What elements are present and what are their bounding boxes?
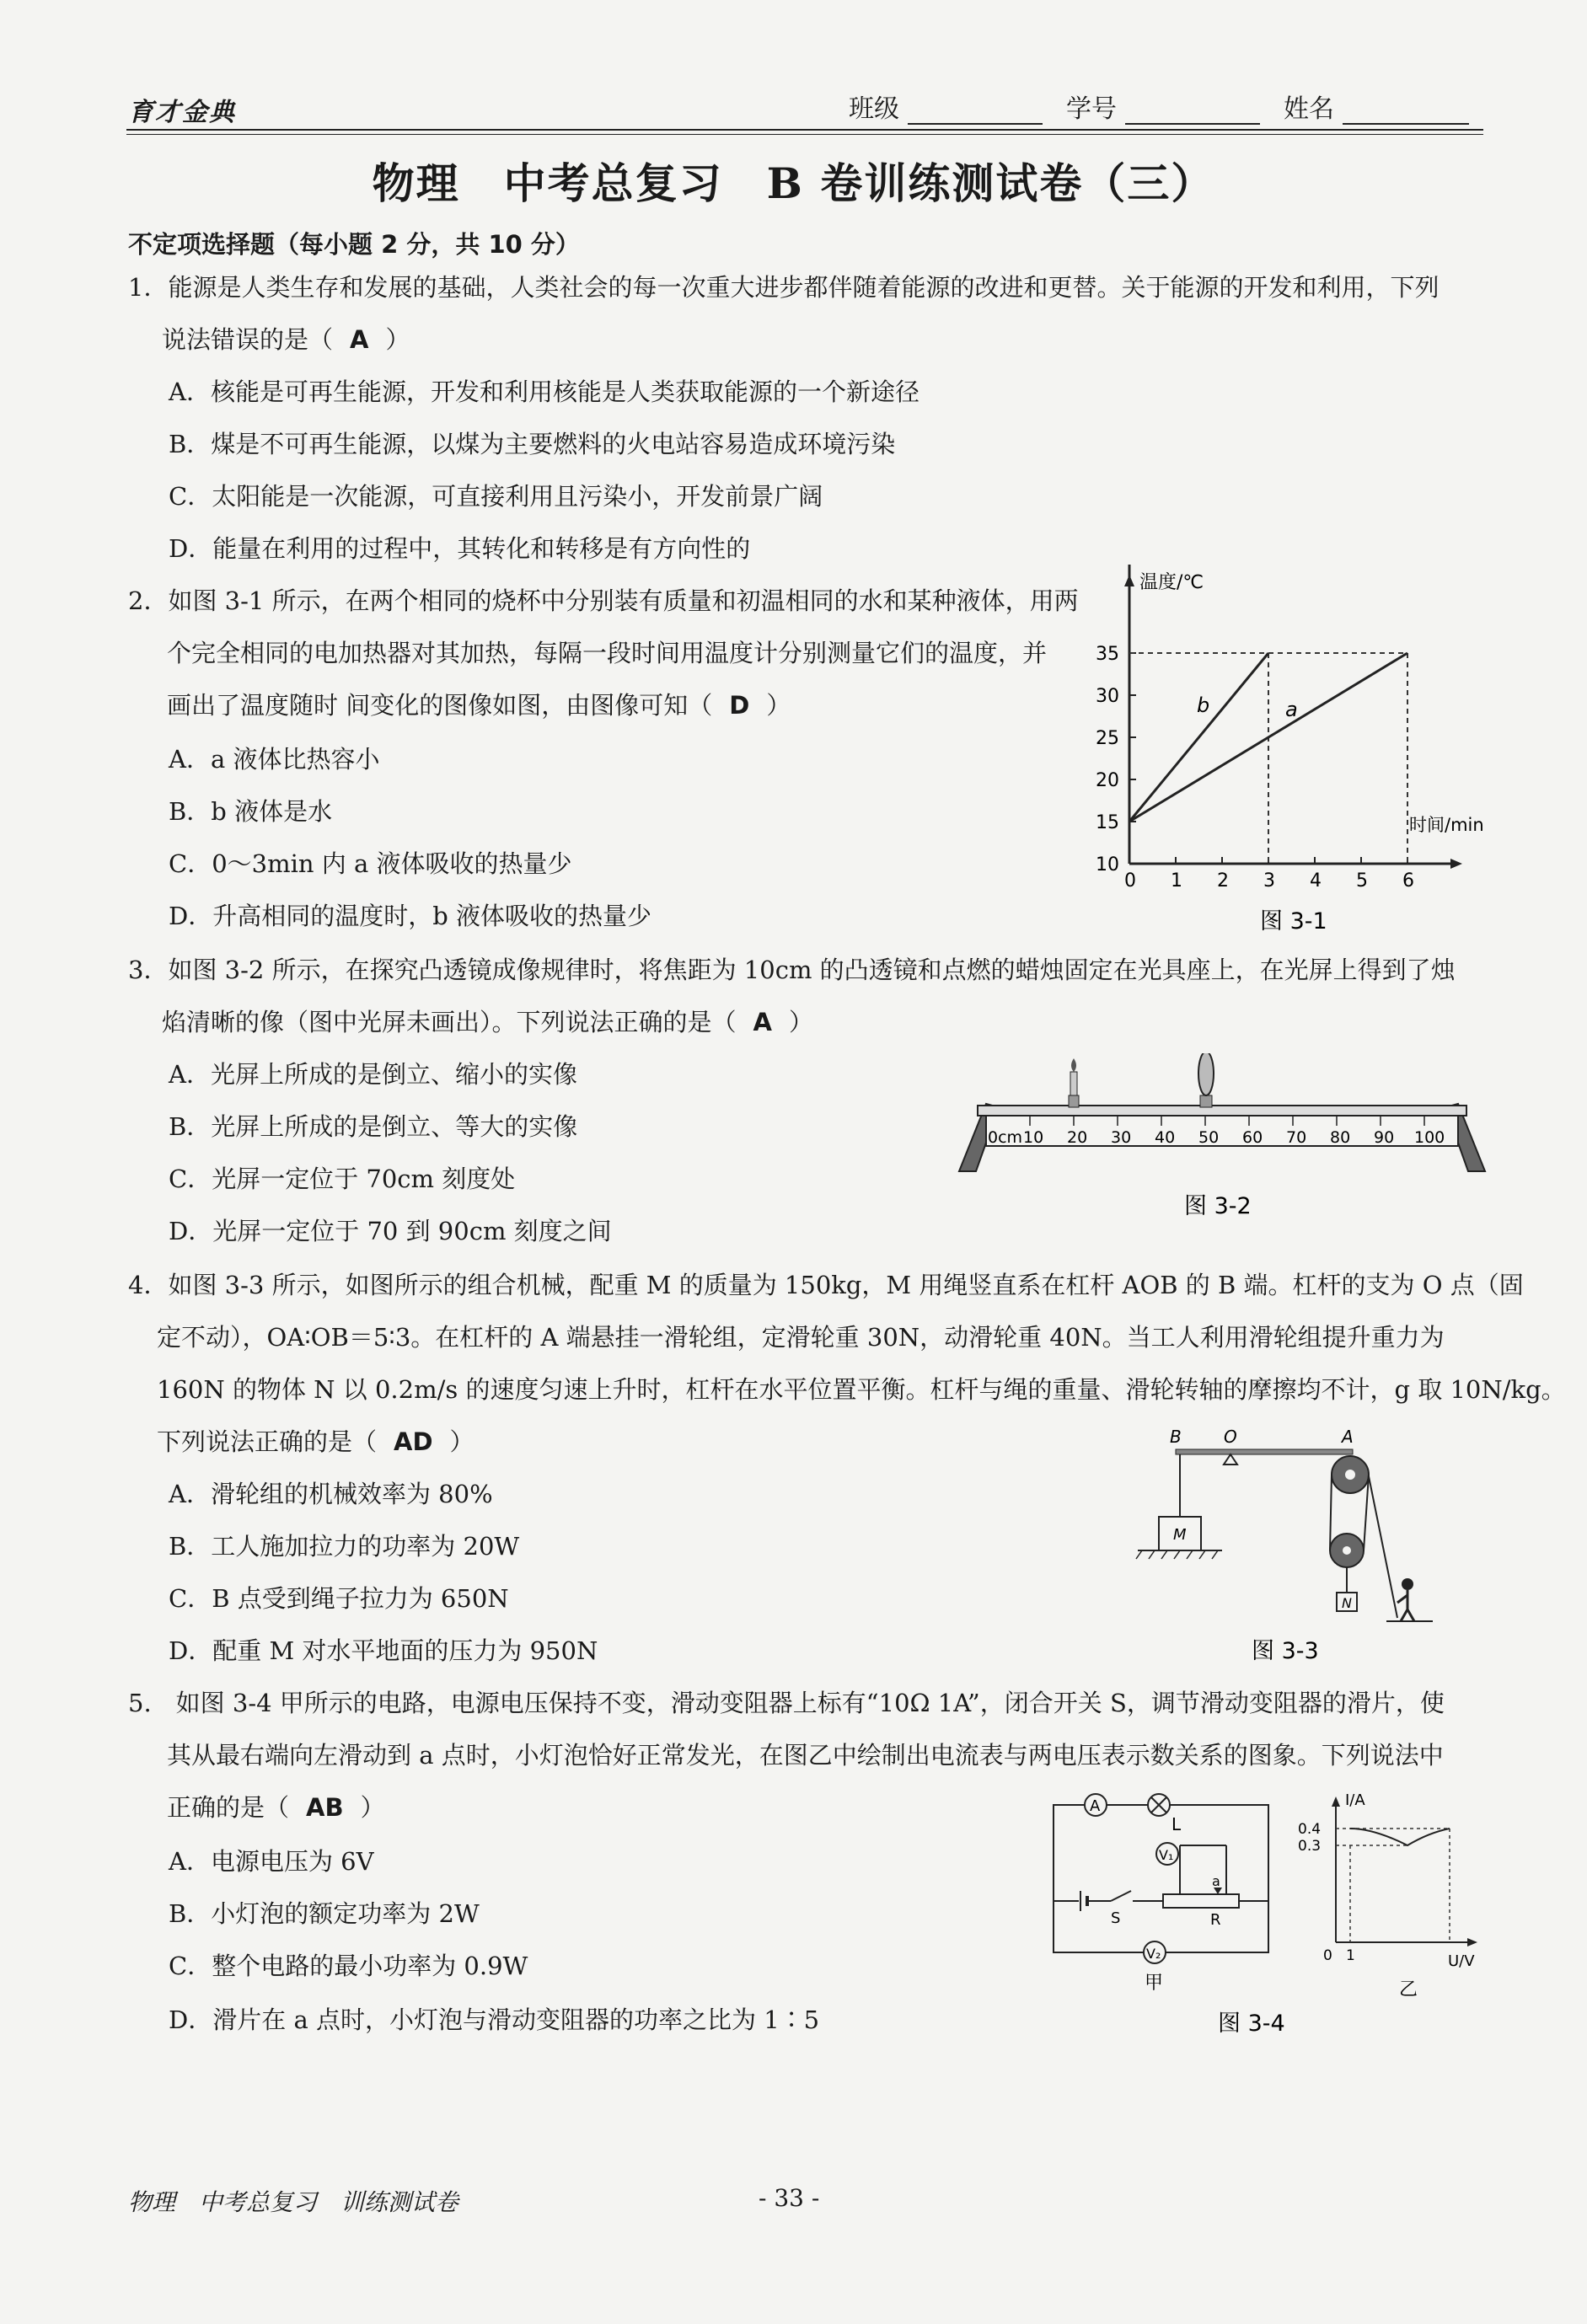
q5-answer: AB: [306, 1793, 344, 1822]
q2-line-2: 个完全相同的电加热器对其加热，每隔一段时间用温度计分别测量它们的温度，并: [167, 639, 1048, 667]
q1-line-2: 说法错误的是（ A ）: [162, 325, 410, 354]
q2-answer: D: [729, 691, 750, 720]
scale-0: 0cm: [988, 1128, 1023, 1147]
q3-option-c: C．光屏一定位于 70cm 刻度处: [169, 1165, 516, 1193]
lever-bar: [1176, 1449, 1353, 1454]
rheostat-R: [1163, 1894, 1239, 1908]
class-blank[interactable]: [908, 98, 1043, 125]
figure-3-3-lever-pulley: [1129, 1424, 1466, 1668]
svg-text:V₁: V₁: [1159, 1847, 1174, 1863]
figure-3-4-circuit-and-graph: [1045, 1786, 1500, 2064]
name-blank[interactable]: [1343, 98, 1469, 125]
graph-ylabel: I/A: [1345, 1791, 1365, 1809]
q5-option-d: D．滑片在 a 点时，小灯泡与滑动变阻器的功率之比为 1∶5: [169, 2005, 820, 2034]
scale-60: 60: [1242, 1128, 1263, 1147]
q5-option-c: C．整个电路的最小功率为 0.9W: [169, 1952, 528, 1980]
q4-option-a: A．滑轮组的机械效率为 80%: [169, 1480, 493, 1508]
scale-50: 50: [1198, 1128, 1220, 1147]
x-tick-2: 2: [1217, 870, 1229, 892]
footer-label: 物理 中考总复习 训练测试卷: [128, 2188, 459, 2216]
q5-line-3: 正确的是（ AB ）: [167, 1793, 385, 1822]
section-title: 不定项选择题（每小题 2 分，共 10 分）: [128, 230, 580, 259]
scale-100: 100: [1414, 1128, 1445, 1147]
q1-option-b: B．煤是不可再生能源，以煤为主要燃料的火电站容易造成环境污染: [169, 430, 896, 458]
q4-option-b: B．工人施加拉力的功率为 20W: [169, 1532, 520, 1561]
scale-70: 70: [1286, 1128, 1307, 1147]
q5-line-1: 5. 如图 3-4 甲所示的电路，电源电压保持不变，滑动变阻器上标有“10Ω 1A”，闭合开关 S，调节滑动变阻器的滑片，使: [128, 1689, 1445, 1717]
svg-text:R: R: [1210, 1911, 1221, 1929]
header-rule: [126, 129, 1483, 131]
header-rule-thin: [126, 134, 1483, 135]
x-tick-1: 1: [1171, 870, 1182, 892]
figure-3-1-graph: [1096, 565, 1492, 935]
svg-text:S: S: [1111, 1909, 1121, 1927]
q4-option-c: C．B 点受到绳子拉力为 650N: [169, 1584, 509, 1613]
scale-90: 90: [1374, 1128, 1395, 1147]
q2-line-3: 画出了温度随时 间变化的图像如图，由图像可知（ D ）: [167, 691, 791, 720]
id-blank[interactable]: [1125, 98, 1260, 125]
y-tick-20: 20: [1096, 770, 1119, 791]
y-tick-25: 25: [1096, 728, 1119, 749]
q1-option-a: A．核能是可再生能源，开发和利用核能是人类获取能源的一个新途径: [169, 378, 919, 406]
q1-option-c: C．太阳能是一次能源，可直接利用且污染小，开发前景广阔: [169, 482, 823, 511]
class-label: 班级: [849, 94, 899, 124]
point-B: B: [1170, 1427, 1182, 1447]
svg-text:a: a: [1212, 1873, 1220, 1889]
line-b: [1129, 653, 1268, 822]
x-tick-3: 3: [1263, 870, 1275, 892]
x-axis-label: 时间/min: [1409, 815, 1484, 835]
label-a: a: [1285, 698, 1298, 721]
label-b: b: [1197, 693, 1210, 717]
lens-holder: [1200, 1095, 1212, 1107]
x-tick-5: 5: [1356, 870, 1368, 892]
brand-label: 育才金典: [128, 98, 236, 127]
graph-x-1: 1: [1346, 1947, 1355, 1964]
page-title: 物理 中考总复习 B 卷训练测试卷（三）: [372, 158, 1215, 208]
q3-answer: A: [753, 1008, 772, 1036]
name-label: 姓名: [1284, 94, 1334, 124]
q1-answer: A: [350, 325, 369, 354]
graph-xlabel: U/V: [1448, 1952, 1475, 1970]
q4-line-3: 160N 的物体 N 以 0.2m/s 的速度匀速上升时，杠杆在水平位置平衡。杠杆与绳的重量、滑轮转轴的摩擦均不计，g 取 10N/kg。: [157, 1375, 1566, 1404]
svg-text:V₂: V₂: [1146, 1946, 1161, 1962]
q2-option-b: B．b 液体是水: [169, 797, 333, 826]
id-label: 学号: [1066, 94, 1117, 124]
graph-y-04: 0.4: [1298, 1821, 1322, 1838]
q2-line-1: 2．如图 3-1 所示，在两个相同的烧杯中分别装有质量和初温相同的水和某种液体，用两: [128, 586, 1079, 615]
figure-3-3-caption: 图 3-3: [1252, 1638, 1319, 1664]
candle-holder: [1069, 1095, 1079, 1107]
q4-line-2: 定不动），OA∶OB＝5∶3。在杠杆的 A 端悬挂一滑轮组，定滑轮重 30N，动滑轮重 40N。当工人利用滑轮组提升重力为: [157, 1323, 1445, 1352]
student-info-fields: [849, 88, 1469, 125]
x-tick-0: 0: [1124, 870, 1136, 892]
scale-30: 30: [1111, 1128, 1132, 1147]
y-tick-30: 30: [1096, 686, 1119, 707]
q3-line-2: 焰清晰的像（图中光屏未画出）。下列说法正确的是（ A ）: [162, 1008, 813, 1036]
q5-option-b: B．小灯泡的额定功率为 2W: [169, 1899, 480, 1928]
figure-3-1-caption: 图 3-1: [1260, 908, 1327, 934]
q5-line-2: 其从最右端向左滑动到 a 点时，小灯泡恰好正常发光，在图乙中绘制出电流表与两电压表示数关系的图象。下列说法中: [167, 1741, 1444, 1770]
scale-80: 80: [1330, 1128, 1351, 1147]
graph-y-03: 0.3: [1298, 1838, 1322, 1855]
q2-option-d: D．升高相同的温度时，b 液体吸收的热量少: [169, 902, 652, 930]
convex-lens: [1198, 1053, 1214, 1095]
q3-option-d: D．光屏一定位于 70 到 90cm 刻度之间: [169, 1217, 612, 1245]
scale-40: 40: [1155, 1128, 1176, 1147]
point-O: O: [1224, 1427, 1237, 1447]
q4-line-1: 4．如图 3-3 所示，如图所示的组合机械，配重 M 的质量为 150kg，M 用绳竖直系在杠杆 AOB 的 B 端。杠杆的支为 O 点（固: [128, 1271, 1524, 1299]
svg-text:M: M: [1173, 1526, 1187, 1544]
sub-caption-yi: 乙: [1399, 1979, 1418, 2000]
figure-3-2-optical-bench: [952, 1053, 1492, 1239]
scale-10: 10: [1023, 1128, 1044, 1147]
y-tick-35: 35: [1096, 644, 1119, 665]
q3-option-a: A．光屏上所成的是倒立、缩小的实像: [169, 1060, 577, 1089]
page-number: - 33 -: [759, 2184, 820, 2212]
figure-3-2-caption: 图 3-2: [1184, 1193, 1252, 1219]
point-A: A: [1342, 1427, 1354, 1447]
x-tick-6: 6: [1402, 870, 1414, 892]
scale-20: 20: [1067, 1128, 1088, 1147]
sub-caption-jia: 甲: [1145, 1973, 1164, 1994]
q3-option-b: B．光屏上所成的是倒立、等大的实像: [169, 1112, 578, 1141]
q4-answer: AD: [394, 1427, 433, 1456]
q3-line-1: 3．如图 3-2 所示，在探究凸透镜成像规律时，将焦距为 10cm 的凸透镜和点燃的蜡烛固定在光具座上，在光屏上得到了烛: [128, 956, 1456, 984]
svg-text:N: N: [1342, 1595, 1352, 1611]
y-axis-label: 温度/℃: [1139, 572, 1204, 593]
worker: [1402, 1578, 1413, 1590]
q4-option-d: D．配重 M 对水平地面的压力为 950N: [169, 1636, 598, 1665]
x-tick-4: 4: [1310, 870, 1322, 892]
flame: [1071, 1058, 1076, 1072]
q5-option-a: A．电源电压为 6V: [169, 1847, 374, 1876]
fulcrum: [1224, 1454, 1237, 1465]
q4-line-4: 下列说法正确的是（ AD ）: [157, 1427, 474, 1456]
figure-3-4-caption: 图 3-4: [1218, 2011, 1285, 2037]
graph-curve: [1350, 1829, 1450, 1845]
y-tick-10: 10: [1096, 854, 1119, 876]
q2-option-c: C．0～3min 内 a 液体吸收的热量少: [169, 849, 572, 878]
q1-option-d: D．能量在利用的过程中，其转化和转移是有方向性的: [169, 534, 751, 563]
graph-origin: 0: [1323, 1947, 1332, 1964]
candle: [1070, 1072, 1077, 1095]
y-tick-15: 15: [1096, 812, 1119, 833]
svg-text:L: L: [1171, 1814, 1182, 1834]
q2-option-a: A．a 液体比热容小: [169, 745, 380, 774]
svg-text:A: A: [1090, 1797, 1101, 1815]
q1-line-1: 1．能源是人类生存和发展的基础，人类社会的每一次重大进步都伴随着能源的改进和更替。关于能源的开发和利用，下列: [128, 273, 1440, 302]
